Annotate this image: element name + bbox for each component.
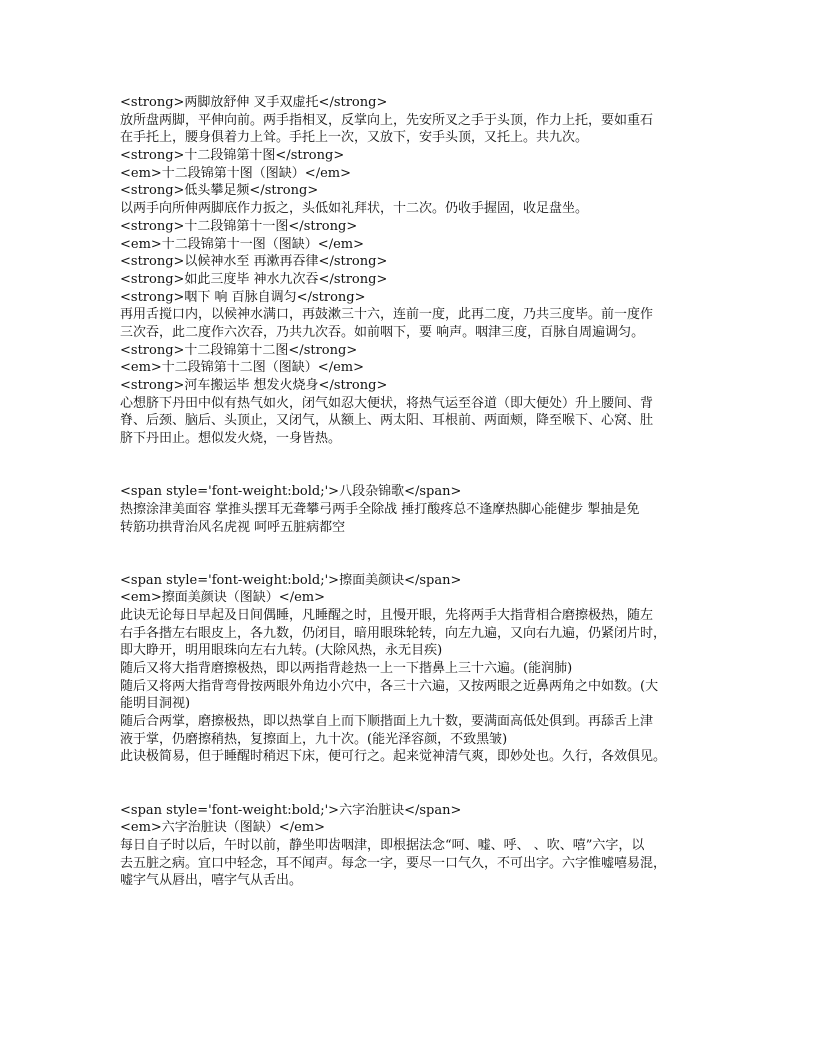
section-block: [120, 802, 720, 890]
text-line: <strong>咽下 响 百脉自调匀</strong>: [120, 289, 366, 305]
text-line: <strong>十二段锦第十二图</strong>: [120, 342, 358, 358]
text-line: <em>十二段锦第十二图（图缺）</em>: [120, 360, 364, 376]
text-line: 热擦涂津美面容 掌推头摆耳无聋攀弓两手全除战 捶打酸疼总不逢摩热脚心能健步 掣抽是免: [120, 501, 640, 517]
text-line: <span style='font-weight:bold;'>六字治脏诀</span>: [120, 802, 462, 818]
text-line: 液于掌，仍磨擦稍热，复擦面上，九十次。(能光泽容颜，不致黑皱): [120, 731, 508, 747]
blank-line: [120, 784, 720, 802]
text-line: 右手各揩左右眼皮上，各九数，仍闭目，暗用眼珠轮转，向左九遍，又向右九遍，仍紧闭片时，: [120, 625, 667, 641]
section-block: [120, 572, 720, 767]
text-line: <span style='font-weight:bold;'>擦面美颜诀</span>: [120, 572, 462, 588]
text-line: <span style='font-weight:bold;'>八段杂锦歌</span>: [120, 484, 462, 500]
text-line: 此诀无论每日早起及日间偶睡，凡睡醒之时，且慢开眼，先将两手大指背相合磨擦极热，随左: [120, 607, 654, 623]
blank-line: [120, 536, 720, 554]
text-line: <em>擦面美颜诀（图缺）</em>: [120, 590, 325, 606]
text-line: <strong>两脚放舒伸 叉手双虚托</strong>: [120, 95, 388, 110]
text-line: 在手托上，腰身俱着力上耸。手托上一次，又放下，安手头顶，又托上。共九次。: [120, 130, 589, 146]
text-line: 嘘字气从唇出，嘻字气从舌出。: [120, 873, 303, 889]
document-body: [120, 94, 720, 890]
blank-line: [120, 554, 720, 572]
text-line: 随后又将大指背磨擦极热，即以两指背趁热一上一下揩鼻上三十六遍。(能润肺): [120, 661, 573, 676]
text-line: <em>六字治脏诀（图缺）</em>: [120, 820, 325, 836]
text-line: 以两手向所伸两脚底作力扳之，头低如礼拜状，十二次。仍收手握固，收足盘坐。: [120, 201, 589, 217]
text-line: 此诀极简易，但于睡醒时稍迟下床，便可行之。起来觉神清气爽，即妙处也。久行，各效俱见。: [120, 749, 667, 765]
text-line: <strong>十二段锦第十图</strong>: [120, 148, 345, 164]
text-line: <em>十二段锦第十一图（图缺）</em>: [120, 236, 364, 252]
text-line: 去五脏之病。宜口中轻念，耳不闻声。每念一字，要尽一口气久，不可出字。六字惟嘘嘻易混，: [120, 855, 667, 871]
section-block: [120, 483, 720, 536]
blank-line: [120, 766, 720, 784]
text-line: 随后合两掌，磨擦极热，即以热掌自上而下顺揩面上九十数，要满面高低处俱到。再舔舌上津: [120, 714, 654, 730]
blank-line: [120, 448, 720, 466]
section-block: [120, 94, 720, 448]
text-line: <strong>以候神水至 再漱再吞律</strong>: [120, 254, 388, 270]
text-line: 转筋功拱背治风名虎视 呵呼五脏病都空: [120, 519, 346, 535]
text-line: <strong>河车搬运毕 想发火烧身</strong>: [120, 378, 388, 393]
text-line: 再用舌搅口内，以候神水满口，再鼓漱三十六，连前一度，此再二度，乃共三度毕。前一度作: [120, 307, 654, 323]
text-line: 脐下丹田止。想似发火烧，一身皆热。: [120, 431, 342, 447]
text-line: 每日自子时以后，午时以前，静坐叩齿咽津，即根据法念“呵、嘘、呼、 、吹、嘻”六字，以: [120, 837, 645, 853]
text-line: 心想脐下丹田中似有热气如火，闭气如忍大便状，将热气运至谷道（即大便处）升上腰间、背: [120, 395, 654, 411]
text-line: 脊、后颈、脑后、头顶止，又闭气，从额上、两太阳、耳根前、两面颊，降至喉下、心窝、肚: [120, 413, 654, 429]
blank-line: [120, 465, 720, 483]
text-line: <strong>如此三度毕 神水九次吞</strong>: [120, 271, 388, 287]
text-line: <strong>低头攀足频</strong>: [120, 183, 319, 199]
text-line: 随后又将两大指背弯骨按两眼外角边小穴中，各三十六遍，又按两眼之近鼻两角之中如数。(大: [120, 678, 659, 694]
text-line: 放所盘两脚，平伸向前。两手指相叉，反掌向上，先安所叉之手于头顶，作力上托，要如重石: [120, 112, 654, 128]
text-line: 三次吞，此二度作六次吞，乃共九次吞。如前咽下，要 响声。咽津三度，百脉自周遍调匀。: [120, 324, 645, 340]
text-line: <em>十二段锦第十图（图缺）</em>: [120, 165, 351, 181]
text-line: 能明目洞视): [120, 696, 191, 712]
text-line: 即大睁开，明用眼珠向左右九转。(大除风热，永无目疾): [120, 643, 443, 659]
text-line: <strong>十二段锦第十一图</strong>: [120, 218, 358, 234]
